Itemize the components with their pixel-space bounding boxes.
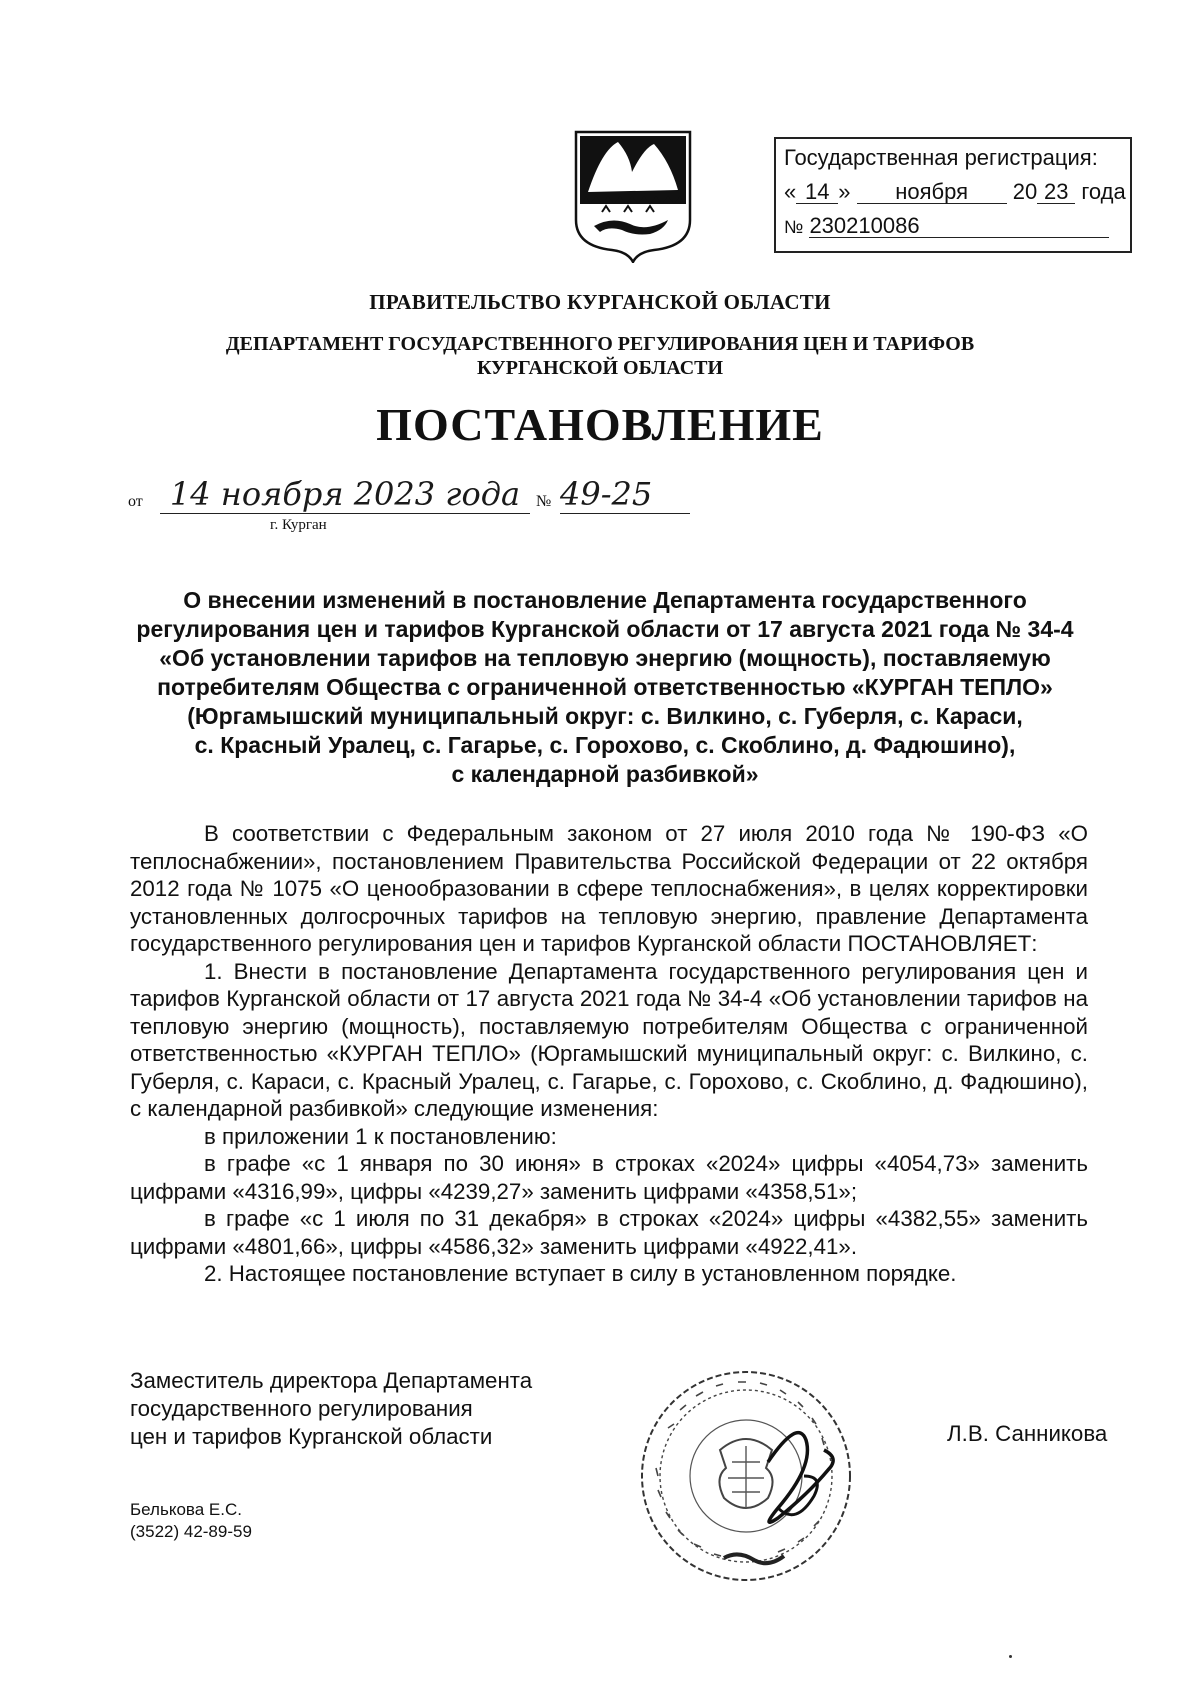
department-name-line2: КУРГАНСКОЙ ОБЛАСТИ [476,357,724,379]
scan-speck [1009,1655,1012,1658]
position-line: цен и тарифов Курганской области [130,1424,493,1449]
title-line: потребителям Общества с ограниченной ответственностью «КУРГАН ТЕПЛО» [157,674,1053,700]
signatory-position [130,1367,600,1451]
registration-number-sign: № [784,217,804,237]
title-line: регулирования цен и тарифов Курганской области от 17 августа 2021 года № 34-4 [136,616,1074,642]
change-2-paragraph: в графе «с 1 июля по 31 декабря» в строках «2024» цифры «4382,55» заменить цифрами «4801,66», цифры «4586,32» заменить цифрами «4922,41». [130,1206,1088,1259]
document-body [130,820,1088,1288]
executor-info [130,1499,252,1543]
department-name-line1: ДЕПАРТАМЕНТ ГОСУДАРСТВЕННОГО РЕГУЛИРОВАНИЯ ЦЕН И ТАРИФОВ [225,333,975,355]
decree-date-handwritten: 14 ноября 2023 года [160,475,530,514]
registration-year-prefix: 20 [1012,179,1038,204]
position-line: Заместитель директора Департамента [130,1368,533,1393]
document-title [120,586,1090,789]
document-type-heading: ПОСТАНОВЛЕНИЕ [376,399,824,450]
decree-city: г. Курган [270,517,327,533]
decree-number-handwritten: 49-25 [560,475,690,514]
appendix-paragraph: в приложении 1 к постановлению: [204,1123,557,1149]
title-line: «Об установлении тарифов на тепловую энергию (мощность), поставляемую [159,645,1051,671]
executor-name: Белькова Е.С. [130,1500,242,1519]
title-line: с календарной разбивкой» [451,761,759,787]
registration-year-suffix: 23 [1037,181,1075,204]
title-line: (Юргамышский муниципальный округ: с. Вилкино, с. Губерля, с. Караси, [187,703,1023,729]
title-line: О внесении изменений в постановление Департамента государственного [183,587,1027,613]
government-name: ПРАВИТЕЛЬСТВО КУРГАНСКОЙ ОБЛАСТИ [369,290,831,314]
item-2-paragraph: 2. Настоящее постановление вступает в силу в установленном порядке. [204,1261,957,1286]
official-seal-stamp [628,1358,878,1590]
registration-day: 14 [796,181,838,204]
executor-phone: (3522) 42-89-59 [130,1522,252,1541]
item-1-paragraph: 1. Внести в постановление Департамента государственного регулирования цен и тарифов Курганской области от 17 августа 2021 года № 34-4 «Об установлении тарифов на тепловую энергию (мощность), поставляемую потребителям Общества с ограниченной ответственностью «КУРГАН ТЕПЛО» (Юргамышский муниципальный округ: с. Вилкино, с. Губерля, с. Караси, с. Красный Уралец, с. Гагарье, с. Горохово, с. Скоблино, д. Фадюшино), с календарной разбивкой» следующие изменения: [130,958,1088,1121]
registration-box [774,137,1132,253]
decree-from-label: от [128,493,143,510]
registration-number-row [784,215,1109,238]
coat-of-arms-icon [572,128,694,263]
registration-number: 230210086 [809,215,1109,238]
registration-year-word: года [1081,179,1126,204]
preamble-paragraph: В соответствии с Федеральным законом от 27 июля 2010 года № 190-ФЗ «О теплоснабжении», постановлением Правительства Российской Федерации от 22 октября 2012 года № 1075 «О ценообразовании в сфере теплоснабжения», в целях корректировки установленных долгосрочных тарифов на тепловую энергию, правление Департамента государственного регулирования цен и тарифов Курганской области ПОСТАНОВЛЯЕТ: [130,821,1088,956]
title-line: с. Красный Уралец, с. Гагарье, с. Горохово, с. Скоблино, д. Фадюшино), [194,732,1016,758]
registration-month: ноября [857,181,1007,204]
decree-number-label: № [536,493,552,510]
position-line: государственного регулирования [130,1396,473,1421]
decree-date-line [128,475,748,535]
registration-heading: Государственная регистрация: [784,145,1098,170]
change-1-paragraph: в графе «с 1 января по 30 июня» в строках «2024» цифры «4054,73» заменить цифрами «4316,99», цифры «4239,27» заменить цифрами «4358,51»; [130,1151,1088,1204]
registration-date: « 14 » ноября 20 23 года [784,179,1126,204]
signatory-name: Л.В. Санникова [947,1421,1108,1446]
